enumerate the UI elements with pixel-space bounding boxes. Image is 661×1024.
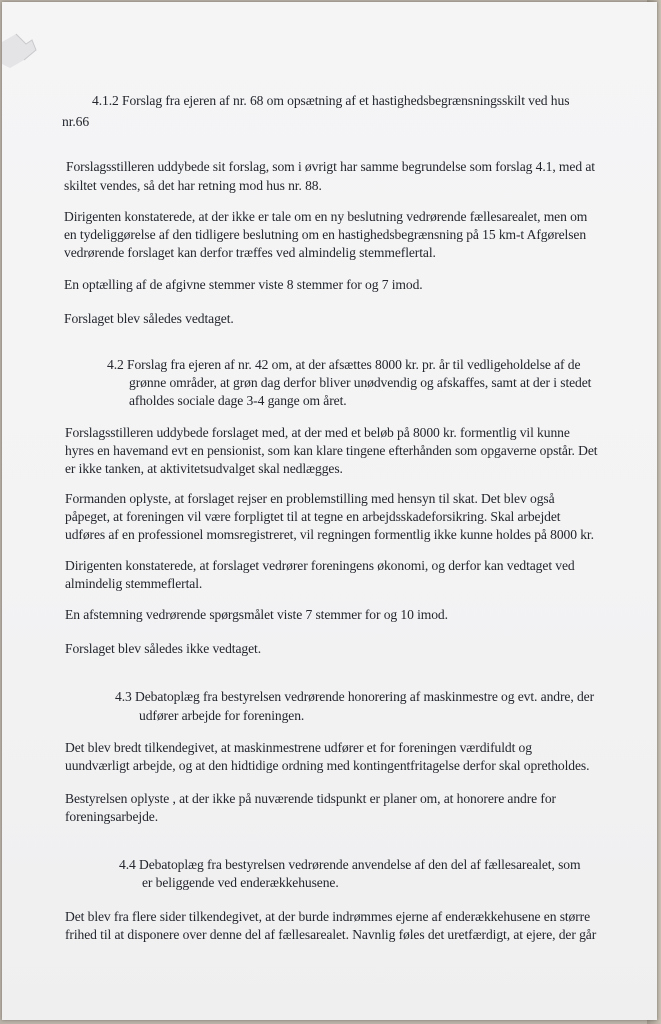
paragraph-line: vedrørende forslaget kan derfor træffes ved almindelig stemmeflertal. xyxy=(64,245,436,260)
paragraph-line: En afstemning vedrørende spørgsmålet viste 7 stemmer for og 10 imod. xyxy=(65,607,448,622)
section-heading-4-3: 4.3 Debatoplæg fra bestyrelsen vedrørende honorering af maskinmestre og evt. andre, der xyxy=(115,689,594,704)
paragraph-line: udføres af en professionel momsregistreret, vil regningen formentlig ikke kunne holdes på 8000 kr. xyxy=(65,527,594,542)
paragraph-line: almindelig stemmeflertal. xyxy=(65,576,203,591)
paragraph-line: Forslagsstilleren uddybede sit forslag, som i øvrigt har samme begrundelse som forslag 4.1, med at xyxy=(66,159,595,174)
document-page xyxy=(2,2,657,1020)
paragraph-line: Forslagsstilleren uddybede forslaget med, at der med et beløb på 8000 kr. formentlig vil kunne xyxy=(65,425,570,440)
paragraph-line: Det blev bredt tilkendegivet, at maskinmestrene udfører et for foreningen værdifuldt og xyxy=(65,740,532,755)
paragraph-line: Dirigenten konstaterede, at forslaget vedrører foreningens økonomi, og derfor kan vedtaget ved xyxy=(65,558,575,573)
paragraph-line: Forslaget blev således vedtaget. xyxy=(64,311,234,326)
paragraph-line: frihed til at disponere over denne del af fællesarealet. Navnlig føles det uretfærdigt, at ejere, der går xyxy=(65,927,597,942)
torn-corner xyxy=(2,24,42,84)
paragraph-line: foreningsarbejde. xyxy=(65,809,159,824)
paragraph-line: Det blev fra flere sider tilkendegivet, at der burde indrømmes ejerne af enderækkehusene en større xyxy=(65,909,591,924)
section-heading-4-2-cont: grønne områder, at grøn dag derfor bliver unødvendig og afskaffes, samt at der i stedet xyxy=(129,375,592,390)
section-heading-4-2-cont: afholdes sociale dage 3-4 gange om året. xyxy=(129,393,347,408)
paragraph-line: påpeget, at foreningen vil være forpligtet til at tegne en arbejdsskadeforsikring. Skal arbejdet xyxy=(65,509,561,524)
paragraph-line: En optælling af de afgivne stemmer viste 8 stemmer for og 7 imod. xyxy=(64,277,423,292)
paragraph-line: er ikke tanken, at aktivitetsudvalget skal nedlægges. xyxy=(65,461,343,476)
paragraph-line: uundværligt arbejde, og at den hidtidige ordning med kontingentfritagelse derfor skal opretholdes. xyxy=(65,758,590,773)
paragraph-line: Forslaget blev således ikke vedtaget. xyxy=(65,641,261,656)
paragraph-line: Bestyrelsen oplyste , at der ikke på nuværende tidspunkt er planer om, at honorere andre for xyxy=(65,791,556,806)
paragraph-line: Dirigenten konstaterede, at der ikke er tale om en ny beslutning vedrørende fællesarealet, men om xyxy=(64,209,588,224)
section-heading-4-1-2-cont: nr.66 xyxy=(62,114,90,129)
paragraph-line: skiltet vendes, så det har retning mod hus nr. 88. xyxy=(64,178,322,193)
paragraph-line: hyres en havemand evt en pensionist, som kan klare tingene efterhånden som opgaverne opstår. Det xyxy=(65,443,598,458)
section-heading-4-1-2: 4.1.2 Forslag fra ejeren af nr. 68 om opsætning af et hastighedsbegrænsningsskilt ved hus xyxy=(92,93,570,108)
paragraph-line: en tydeliggørelse af den tidligere beslutning om en hastighedsbegrænsning på 15 km-t Afgørelsen xyxy=(64,227,587,242)
section-heading-4-4: 4.4 Debatoplæg fra bestyrelsen vedrørende anvendelse af den del af fællesarealet, som xyxy=(119,857,581,872)
section-heading-4-3-cont: udfører arbejde for foreningen. xyxy=(139,708,305,723)
section-heading-4-2: 4.2 Forslag fra ejeren af nr. 42 om, at der afsættes 8000 kr. pr. år til vedligeholdelse af de xyxy=(107,357,581,372)
paragraph-line: Formanden oplyste, at forslaget rejser en problemstilling med hensyn til skat. Det blev også xyxy=(65,491,555,506)
section-heading-4-4-cont: er beliggende ved enderækkehusene. xyxy=(142,875,339,890)
